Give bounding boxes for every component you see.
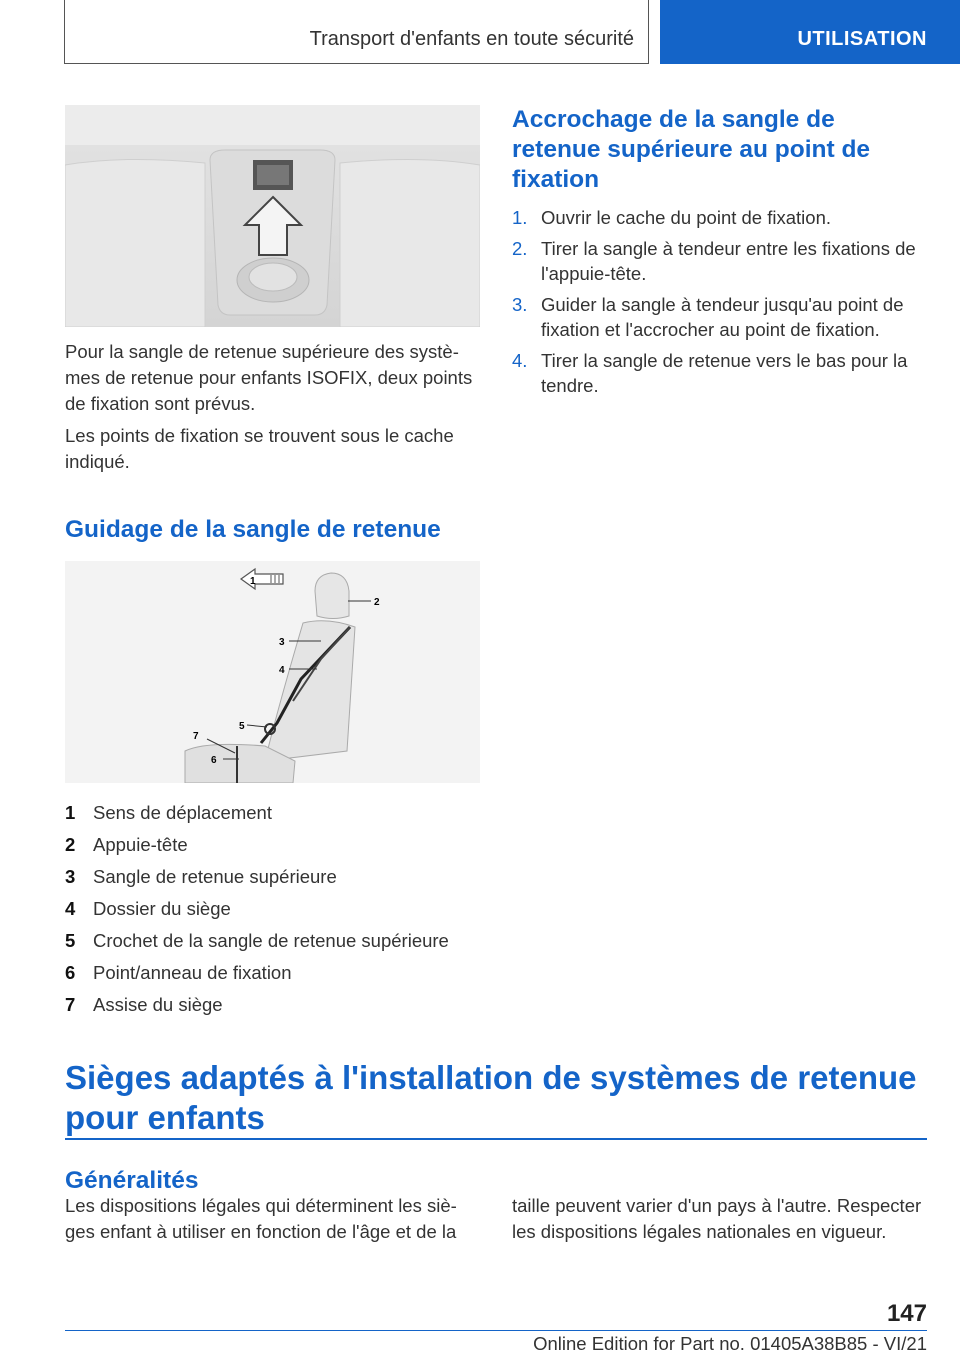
section-rule	[65, 1138, 927, 1140]
intro-paragraph-2: Les points de fixation se trouvent sous le cache indiqué.	[65, 425, 454, 472]
legend-number: 5	[65, 930, 76, 951]
callout-3: 3	[279, 637, 285, 648]
general-paragraph-part2: taille peuvent varier d'un pays à l'autre. Respecter les dispositions légales nationales en vigueur.	[512, 1195, 922, 1242]
step-text: Tirer la sangle de retenue vers le bas pour la tendre.	[541, 350, 908, 396]
guidance-heading: Guidage de la sangle de retenue	[65, 516, 441, 543]
step-item	[512, 236, 927, 286]
legend-item	[65, 797, 480, 829]
attach-heading: Accrochage de la sangle de retenue supérieure au point de fixation	[512, 106, 871, 193]
header-section-box	[64, 0, 649, 64]
general-text-col1	[65, 1193, 480, 1245]
legend-item	[65, 893, 480, 925]
diagram-legend	[65, 797, 480, 1021]
legend-text: Assise du siège	[93, 994, 223, 1015]
intro-paragraph-1: Pour la sangle de retenue supérieure des systèmes de retenue pour enfants ISOFIX, deux points de fixation sont prévus.	[65, 341, 473, 414]
section-title: Sièges adaptés à l'installation de systèmes de retenue pour enfants	[65, 1059, 917, 1136]
page-number: 147	[886, 1300, 927, 1327]
callout-7: 7	[193, 731, 199, 742]
seat-belt-diagram	[65, 561, 480, 783]
legend-text: Sangle de retenue supérieure	[93, 866, 337, 887]
step-text: Ouvrir le cache du point de fixation.	[541, 207, 831, 228]
legend-item	[65, 989, 480, 1021]
attach-steps	[512, 205, 927, 398]
header-section-title: Transport d'enfants en toute sécurité	[309, 28, 634, 50]
legend-number: 3	[65, 866, 76, 887]
legend-text: Point/anneau de fixation	[93, 962, 292, 983]
step-item	[512, 205, 927, 230]
step-text: Guider la sangle à tendeur jusqu'au point de fixation et l'accrocher au point de fixation.	[541, 294, 904, 340]
legend-number: 7	[65, 994, 76, 1015]
step-text: Tirer la sangle à tendeur entre les fixations de l'appuie-tête.	[541, 238, 916, 284]
rear-seat-illustration	[65, 105, 480, 327]
rear-seat-image	[65, 105, 480, 327]
legend-item	[65, 925, 480, 957]
callout-4: 4	[279, 665, 285, 676]
callout-1: 1	[250, 576, 256, 587]
right-column	[512, 105, 927, 404]
step-number: 1.	[512, 207, 528, 228]
step-number: 3.	[512, 294, 528, 315]
header-chapter-tab	[660, 0, 960, 64]
callout-2: 2	[374, 597, 380, 608]
step-number: 4.	[512, 350, 528, 371]
legend-text: Dossier du siège	[93, 898, 231, 919]
legend-number: 2	[65, 834, 76, 855]
legend-item	[65, 829, 480, 861]
legend-number: 1	[65, 802, 76, 823]
header-chapter-label: UTILISATION	[797, 28, 927, 50]
legend-number: 6	[65, 962, 76, 983]
general-paragraph-part1: Les dispositions légales qui déterminent les sièges enfant à utiliser en fonction de l'âge et de la	[65, 1195, 457, 1242]
section-subtitle: Généralités	[65, 1167, 199, 1194]
legend-item	[65, 861, 480, 893]
step-item	[512, 292, 927, 342]
legend-text: Appuie-tête	[93, 834, 188, 855]
legend-number: 4	[65, 898, 76, 919]
legend-text: Sens de déplacement	[93, 802, 272, 823]
seat-diagram	[65, 561, 480, 783]
callout-6: 6	[211, 755, 217, 766]
general-text-col2	[512, 1193, 927, 1245]
legend-item	[65, 957, 480, 989]
step-number: 2.	[512, 238, 528, 259]
legend-text: Crochet de la sangle de retenue supérieure	[93, 930, 449, 951]
callout-5: 5	[239, 721, 245, 732]
footer-edition: Online Edition for Part no. 01405A38B85 - VI/21	[533, 1333, 927, 1354]
footer-rule	[65, 1330, 927, 1331]
left-column	[65, 105, 480, 1021]
step-item	[512, 348, 927, 398]
